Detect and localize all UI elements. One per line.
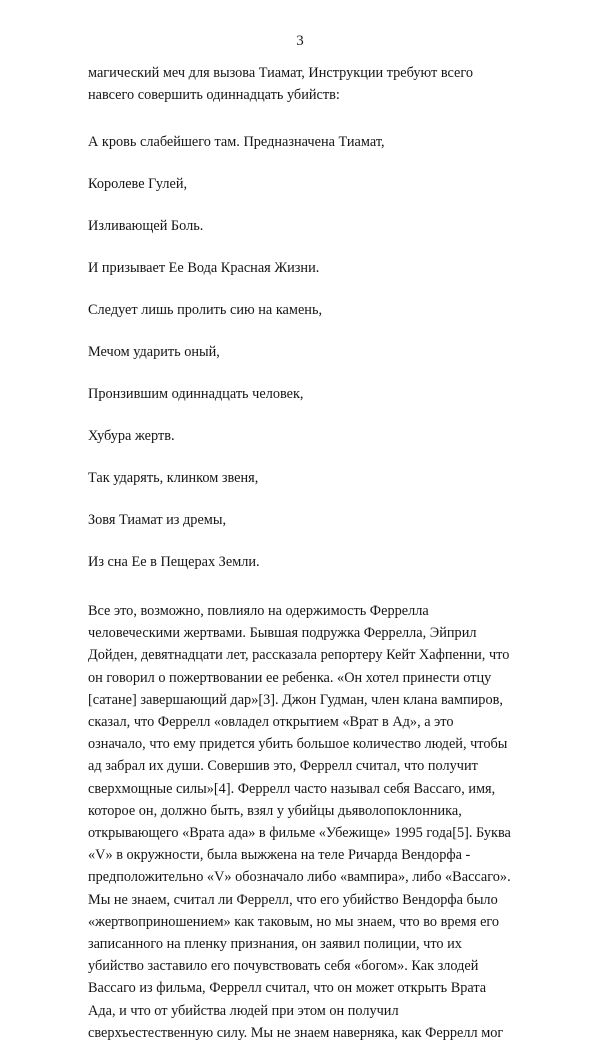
poem-line: Следует лишь пролить сию на камень, xyxy=(88,302,323,318)
poem-line: Изливающей Боль. xyxy=(88,218,204,234)
poem-line: Зовя Тиамат из дремы, xyxy=(88,512,227,528)
poem-line: Пронзившим одиннадцать человек, xyxy=(88,386,304,402)
poem-line: Из сна Ее в Пещерах Земли. xyxy=(88,554,260,570)
page-number: 3 xyxy=(296,33,304,49)
poem-line: Хубура жертв. xyxy=(88,428,175,444)
poem-line: Так ударять, клинком звеня, xyxy=(88,470,259,486)
body-paragraph: Все это, возможно, повлияло на одержимость Феррелла человеческими жертвами. Бывшая подружка Феррелла, Эйприл Дойден, девятнадцати лет, рассказала репортеру Кейт Хафпенни, что он говорил о пожертвовании ее ребенка. «Он хотел принести отцу [сатане] завершающий дар»[3]. Джон Гудман, член клана вампиров, сказал, что Феррелл «овладел открытием «Врат в Ад», а это означало, что ему придется убить большое количество людей, чтобы ад забрал их души. Совершив это, Феррелл считал, что получит сверхмощные силы»[4]. Феррелл часто называл себя Вассаго, имя, которое он, должно быть, взял у убийцы дьяволопоклонника, открывающего «Врата ада» в фильме «Убежище» 1995 года[5]. Буква «V» в окружности, была выжжена на теле Ричарда Вендорфа - предположительно «V» обозначало либо «вампира», либо «Вассаго». Мы не знаем, считал ли Феррелл, что его убийство Вендорфа было «жертвоприношением» как таковым, но мы знаем, что во время его записанного на пленку признания, он заявил полиции, что их убийство заставило его почувствовать себя «богом». Как злодей Вассаго из фильма, Феррелл считал, что он может открыть Врата Ада, и что от убийства людей при этом он получил сверхъестественную силу. Мы не знаем наверняка, как Феррелл мог xyxy=(88,603,511,1041)
poem-line: Королеве Гулей, xyxy=(88,176,188,192)
poem-line: А кровь слабейшего там. Предназначена Тиамат, xyxy=(88,134,385,150)
poem-line: И призывает Ее Вода Красная Жизни. xyxy=(88,260,320,276)
intro-paragraph: магический меч для вызова Тиамат, Инструкции требуют всего навсего совершить одиннадцать убийств: xyxy=(88,65,474,103)
poem-block xyxy=(88,132,512,572)
page-content xyxy=(88,62,512,1044)
poem-line: Мечом ударить оный, xyxy=(88,344,220,360)
